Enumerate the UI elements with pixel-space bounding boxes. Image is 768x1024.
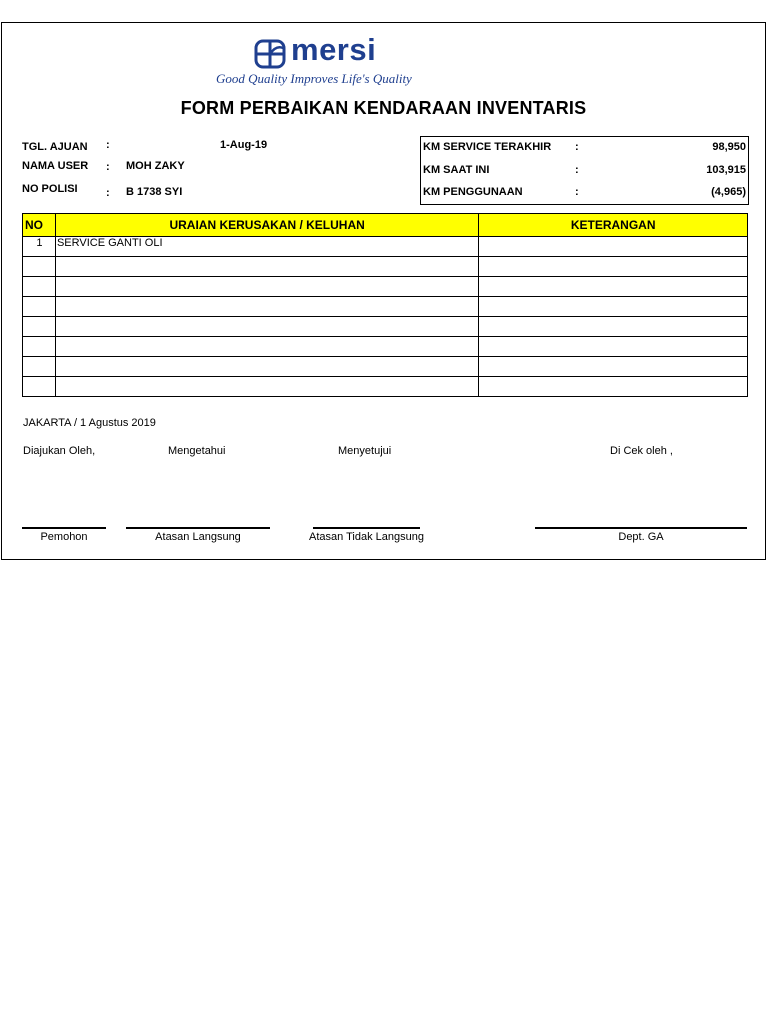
form-title: FORM PERBAIKAN KENDARAAN INVENTARIS [180, 98, 587, 118]
dicek-label: Di Cek oleh , [610, 445, 673, 457]
km-service-value: 98,950 [712, 141, 746, 153]
row-no[interactable] [23, 357, 56, 377]
km-penggunaan-colon: : [575, 186, 579, 198]
row-no[interactable] [23, 317, 56, 337]
row-keterangan[interactable] [479, 277, 748, 297]
table-row [23, 317, 748, 337]
nama-user-value: MOH ZAKY [126, 160, 185, 172]
repair-items-table [22, 213, 748, 397]
atasan-langsung-label: Atasan Langsung [155, 531, 241, 543]
brand-tagline: Good Quality Improves Life's Quality [216, 71, 412, 86]
row-no[interactable] [23, 297, 56, 317]
km-summary-box [420, 136, 749, 205]
menyetujui-label: Menyetujui [338, 445, 392, 457]
tgl-ajuan-colon: : [106, 139, 110, 151]
km-penggunaan-label: KM PENGGUNAAN [423, 186, 523, 198]
signature-line-atasan-langsung [126, 527, 270, 529]
row-keterangan[interactable] [479, 257, 748, 277]
tgl-ajuan-value: 1-Aug-19 [220, 139, 268, 151]
row-keterangan[interactable] [479, 317, 748, 337]
row-no[interactable] [23, 377, 56, 397]
row-uraian[interactable] [55, 377, 478, 397]
diajukan-label: Diajukan Oleh, [23, 445, 96, 457]
signature-line-pemohon [22, 527, 106, 529]
row-uraian[interactable]: SERVICE GANTI OLI [55, 237, 478, 257]
km-penggunaan-row [423, 183, 746, 203]
km-saat-value: 103,915 [706, 164, 746, 176]
dept-ga-label: Dept. GA [618, 531, 664, 543]
no-polisi-label: NO POLISI [22, 183, 78, 195]
table-row [23, 337, 748, 357]
table-row [23, 277, 748, 297]
row-keterangan[interactable] [479, 357, 748, 377]
row-no[interactable] [23, 277, 56, 297]
km-saat-label: KM SAAT INI [423, 164, 490, 176]
row-keterangan[interactable] [479, 377, 748, 397]
table-row [23, 257, 748, 277]
row-no[interactable] [23, 257, 56, 277]
header-uraian: URAIAN KERUSAKAN / KELUHAN [55, 214, 478, 237]
row-keterangan[interactable] [479, 337, 748, 357]
km-saat-row [423, 161, 746, 181]
km-service-colon: : [575, 141, 579, 153]
nama-user-colon: : [106, 161, 110, 173]
km-service-row [423, 138, 746, 158]
table-row [23, 377, 748, 397]
place-date: JAKARTA / 1 Agustus 2019 [23, 417, 156, 429]
no-polisi-colon: : [106, 187, 110, 199]
table-row [23, 357, 748, 377]
header-no: NO [23, 214, 56, 237]
row-uraian[interactable] [55, 257, 478, 277]
row-no[interactable]: 1 [23, 237, 56, 257]
header-keterangan: KETERANGAN [479, 214, 748, 237]
signature-line-atasan-tidak [313, 527, 420, 529]
mengetahui-label: Mengetahui [168, 445, 226, 457]
row-keterangan[interactable] [479, 297, 748, 317]
row-no[interactable] [23, 337, 56, 357]
row-uraian[interactable] [55, 337, 478, 357]
nama-user-label: NAMA USER [22, 160, 89, 172]
row-uraian[interactable] [55, 357, 478, 377]
km-penggunaan-value: (4,965) [711, 186, 746, 198]
row-uraian[interactable] [55, 277, 478, 297]
no-polisi-value: B 1738 SYI [126, 186, 183, 198]
brand-name: mersi [291, 32, 377, 67]
table-header-row [23, 214, 748, 237]
row-keterangan[interactable] [479, 237, 748, 257]
form-sheet [1, 22, 766, 560]
pemohon-label: Pemohon [40, 531, 88, 543]
tgl-ajuan-label: TGL. AJUAN [22, 141, 88, 153]
table-row [23, 237, 748, 257]
mersi-logo-icon [254, 39, 286, 69]
atasan-tidak-langsung-label: Atasan Tidak Langsung [309, 531, 424, 543]
company-logo [216, 32, 424, 89]
km-service-label: KM SERVICE TERAKHIR [423, 141, 552, 153]
signature-line-dept-ga [535, 527, 747, 529]
km-saat-colon: : [575, 164, 579, 176]
row-uraian[interactable] [55, 297, 478, 317]
table-row [23, 297, 748, 317]
row-uraian[interactable] [55, 317, 478, 337]
